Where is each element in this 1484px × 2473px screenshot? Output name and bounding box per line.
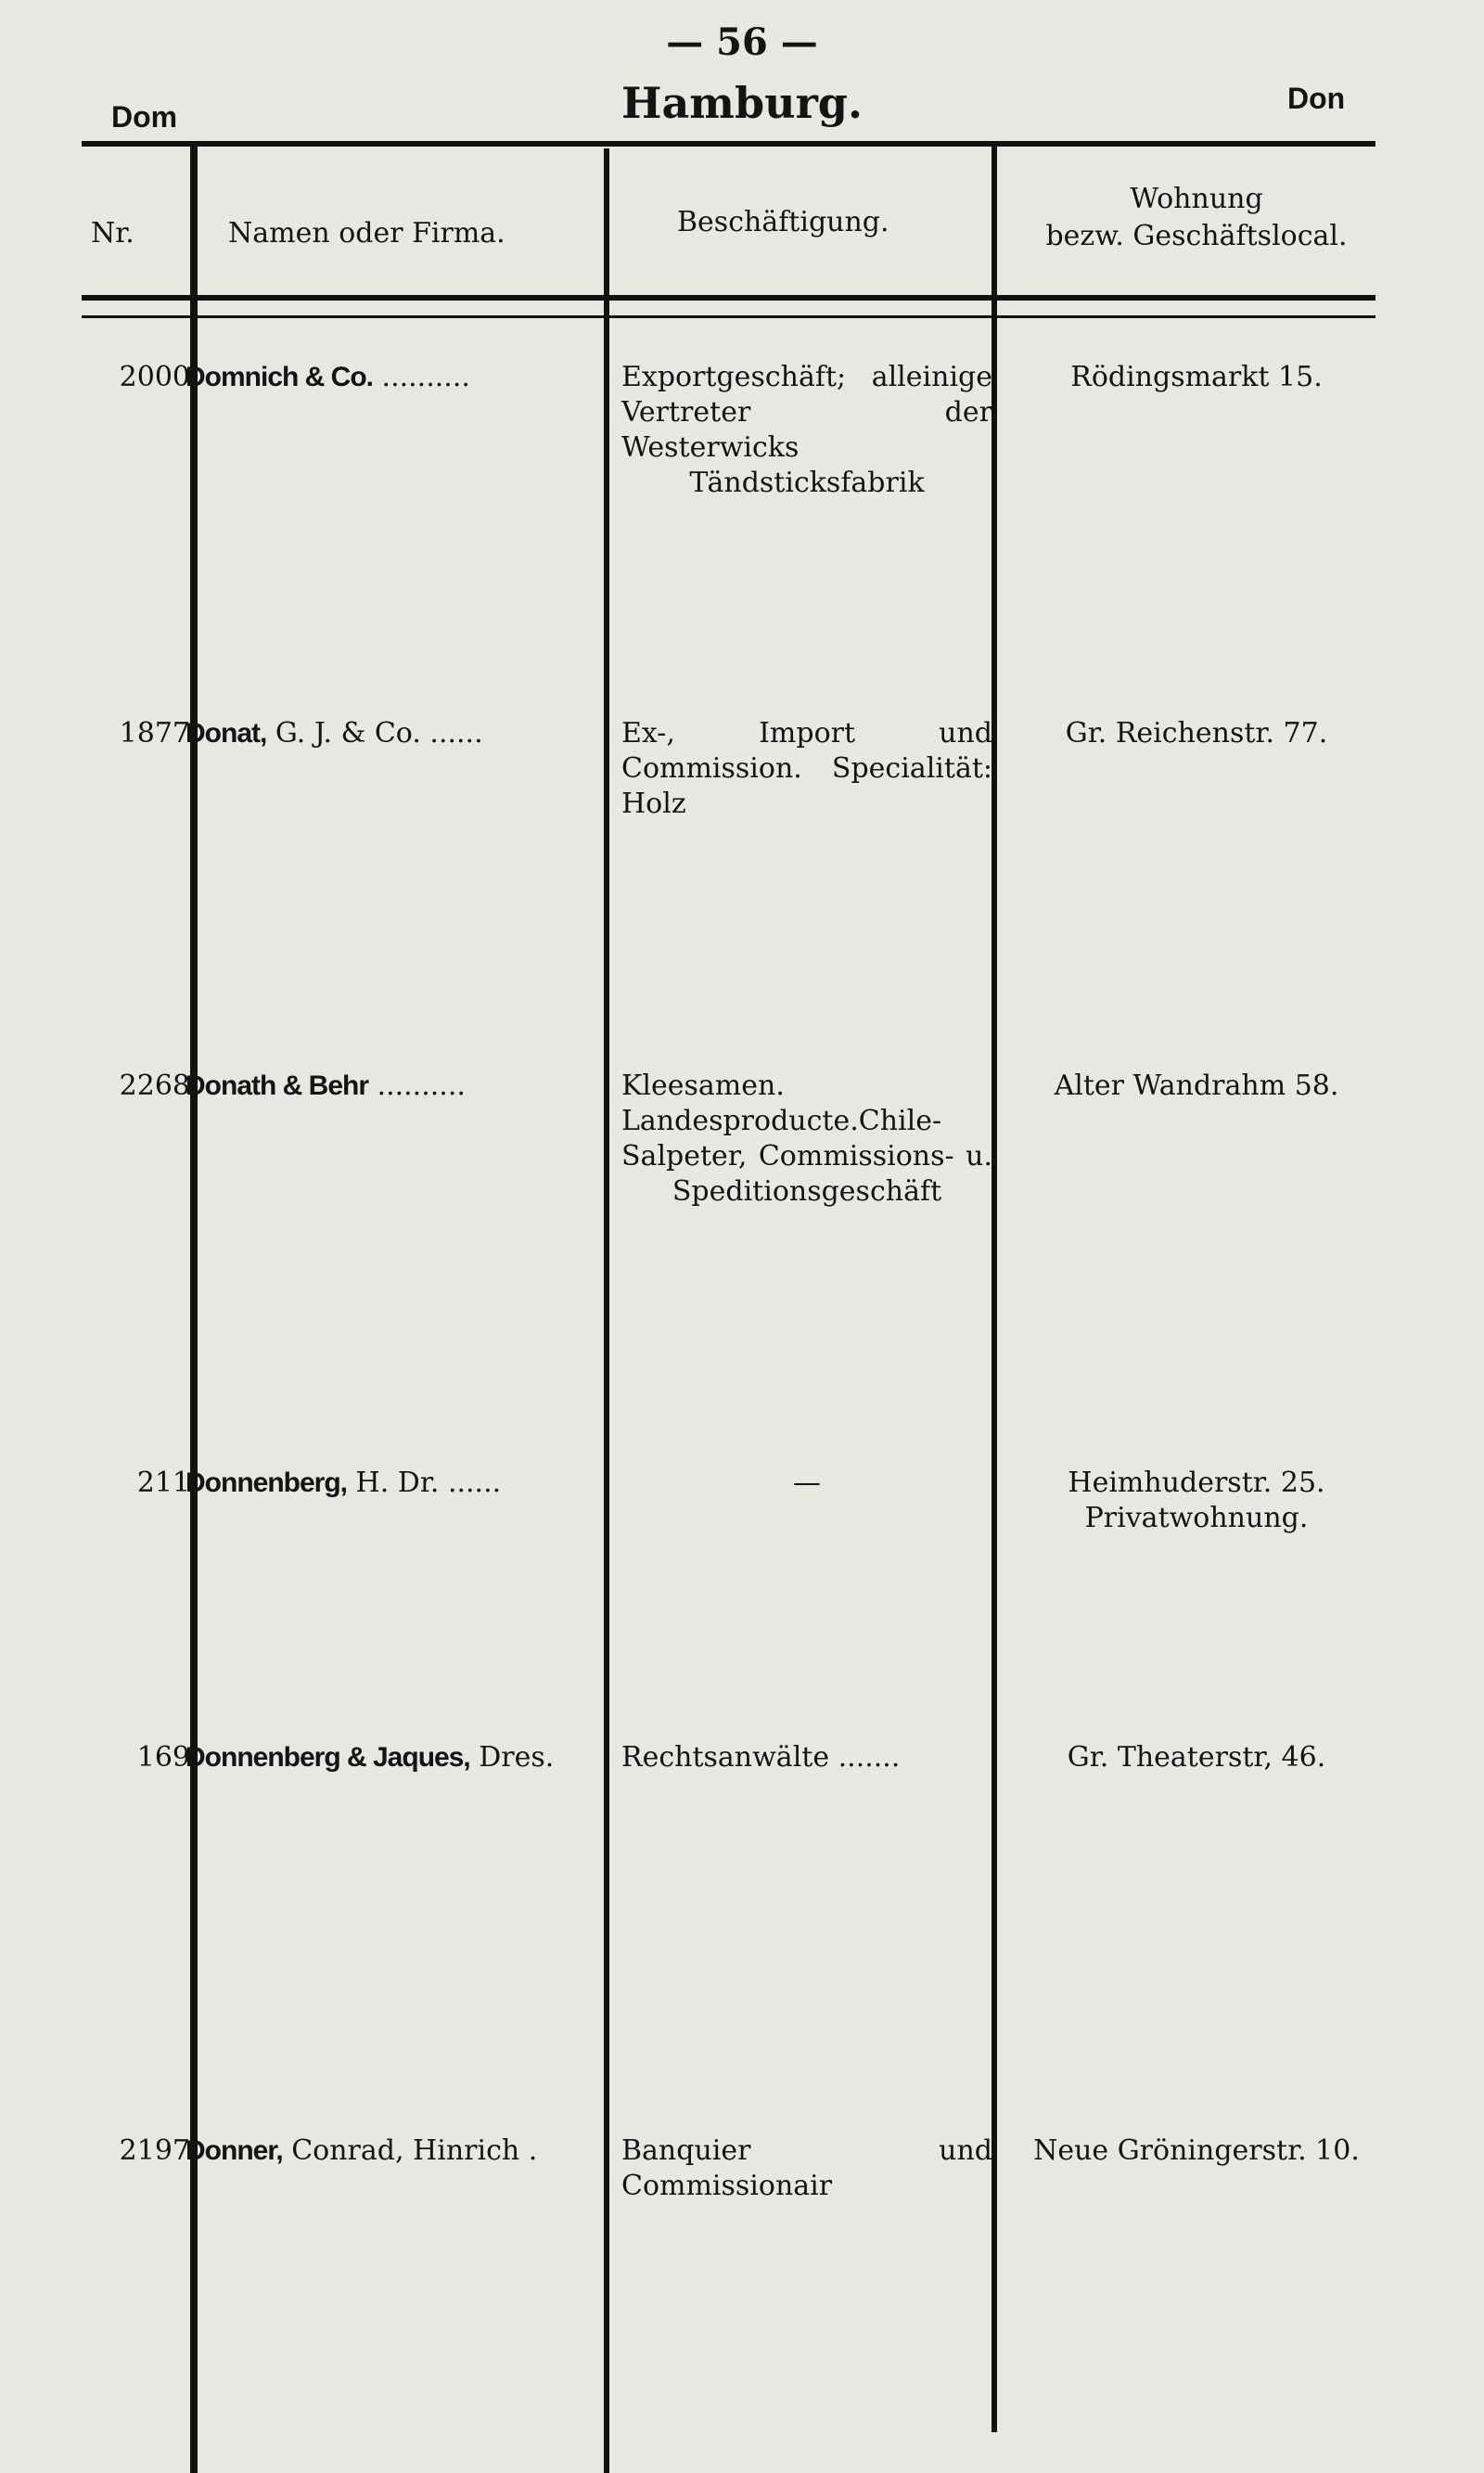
entry-number: 169 (136, 1741, 190, 1774)
entry-address: Alter Wandrahm 58. (1054, 1070, 1339, 1102)
entry-address: Gr. Reichenstr. 77. (1065, 717, 1328, 750)
entry-address: Neue Gröningerstr. 10. (1033, 2134, 1360, 2167)
corner-keyword-right: Don (1287, 82, 1346, 115)
entry-name (186, 360, 621, 395)
entry-name-bold: Domnich & Co. (186, 362, 373, 392)
entry-number: 2000 (119, 361, 190, 393)
entry-name-bold: Donner, (186, 2135, 283, 2166)
header-occupation: Beschäftigung. (677, 206, 889, 238)
header-address (1011, 181, 1382, 255)
entry-name (186, 1740, 621, 1775)
entry-occupation: — (793, 1467, 821, 1499)
corner-keyword-left: Dom (111, 100, 178, 134)
entry-name-rest: .......... (373, 361, 470, 393)
entry-name-rest: Dres. (469, 1741, 555, 1774)
column-divider-2 (604, 148, 609, 2473)
entry-occupation: Rechtsanwälte ....... (621, 1741, 901, 1774)
entry-number: 2268 (119, 1070, 190, 1102)
entry-number: 211 (136, 1467, 190, 1499)
entry-address: Gr. Theaterstr, 46. (1067, 1741, 1326, 1774)
entry-name-rest: Conrad, Hinrich . (282, 2134, 538, 2167)
entry-occupation: Banquier und Commissionair (621, 2134, 992, 2202)
entry-occupation: Kleesamen. Landesproducte.Chile-Salpeter, Commissions- u. Speditionsgeschäft (621, 1070, 992, 1208)
entry-name-rest: .......... (368, 1070, 466, 1102)
entry-name-rest: H. Dr. ...... (347, 1467, 502, 1499)
entry-number: 1877 (119, 717, 190, 750)
entry-number: 2197 (119, 2134, 190, 2167)
entry-address: Rödingsmarkt 15. (1070, 361, 1323, 393)
city-heading: Hamburg. (621, 78, 863, 128)
entry-name-bold: Donnenberg, (186, 1467, 347, 1498)
entry-name (186, 1069, 621, 1104)
header-nr: Nr. (91, 217, 134, 250)
entry-name-bold: Donath & Behr (186, 1070, 368, 1101)
header-rule-thick (82, 295, 1375, 301)
top-rule (82, 141, 1375, 147)
header-address-line-2: bezw. Geschäftslocal. (1045, 220, 1348, 252)
header-name: Namen oder Firma. (228, 217, 505, 250)
entry-name (186, 716, 621, 751)
header-rule-thin (82, 315, 1375, 318)
entry-name-bold: Donnenberg & Jaques, (186, 1742, 470, 1773)
entry-occupation: Ex-, Import und Commission. Specialität: Holz (621, 717, 992, 820)
page-number: — 56 — (666, 20, 818, 64)
column-divider-1 (190, 144, 198, 2473)
entry-address: Heimhuderstr. 25. Privatwohnung. (1068, 1467, 1325, 1534)
entry-name (186, 2133, 621, 2169)
entry-name (186, 1466, 621, 1501)
entry-name-bold: Donat, (186, 718, 267, 749)
entry-name-rest: G. J. & Co. ...... (266, 717, 483, 750)
header-address-line-1: Wohnung (1130, 183, 1263, 215)
entry-occupation: Exportgeschäft; alleinige Vertreter der Westerwicks Tändsticksfabrik (621, 361, 992, 499)
